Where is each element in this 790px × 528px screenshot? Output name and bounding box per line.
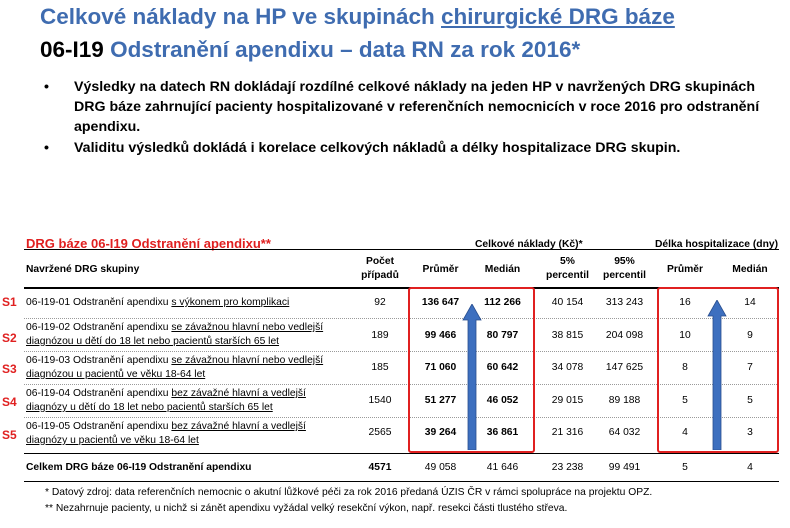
row-5-p5: 21 316 bbox=[551, 427, 584, 438]
header-los-group: Délka hospitalizace (dny) bbox=[655, 239, 779, 250]
row-3-count: 185 bbox=[371, 362, 389, 373]
row-5-desc-plain: 06-I19-05 Odstranění apendixu bbox=[26, 421, 172, 432]
row-label-s4: S4 bbox=[2, 395, 17, 409]
table-heading: DRG báze 06-I19 Odstranění apendixu** bbox=[26, 236, 271, 251]
row-4-p95: 89 188 bbox=[608, 395, 641, 406]
header-count-2: případů bbox=[361, 270, 399, 281]
bullet-text: Výsledky na datech RN dokládají rozdílné celkové náklady na jeden HP v navržených DRG skupinách DRG báze zahrnující pacienty hospitalizované v referenčních nemocnicích v roce 2016 pro odstranění apendixu. bbox=[74, 79, 760, 135]
row-2-median: 80 797 bbox=[486, 330, 519, 341]
row-5-desc-ul: bez závažné hlavní a vedlejší bbox=[171, 421, 306, 432]
row-5-desc-1 bbox=[26, 421, 306, 432]
row-label-s2: S2 bbox=[2, 331, 17, 345]
row-2-p95: 204 098 bbox=[605, 330, 644, 341]
row-3-desc-ul: se závažnou hlavní nebo vedlejší bbox=[171, 355, 324, 366]
row-3-desc-2: diagnózou u pacientů ve věku 18-64 let bbox=[26, 369, 206, 380]
row-4-desc-ul: bez závažné hlavní a vedlejší bbox=[171, 388, 306, 399]
header-groups: Navržené DRG skupiny bbox=[26, 264, 140, 275]
row-1-los-mean: 16 bbox=[679, 297, 691, 308]
row-4-desc-plain: 06-I19-04 Odstranění apendixu bbox=[26, 388, 172, 399]
row-1-desc-plain: 06-I19-01 Odstranění apendixu bbox=[26, 297, 172, 308]
row-label-s3: S3 bbox=[2, 362, 17, 376]
bullet-text: Validitu výsledků dokládá i korelace celkových nákladů a délky hospitalizace DRG skupin. bbox=[74, 140, 681, 156]
row-label-s1: S1 bbox=[2, 295, 17, 309]
header-count-1: Počet bbox=[365, 256, 395, 267]
row-3-desc-plain: 06-I19-03 Odstranění apendixu bbox=[26, 355, 172, 366]
row-2-desc-1 bbox=[26, 322, 323, 333]
total-p5: 23 238 bbox=[551, 462, 584, 473]
costs-up-arrow-icon bbox=[462, 304, 482, 450]
row-2-desc-plain: 06-I19-02 Odstranění apendixu bbox=[26, 322, 172, 333]
total-count: 4571 bbox=[368, 462, 392, 473]
bullet-dot-icon: • bbox=[44, 140, 49, 156]
header-p95-1: 95% bbox=[614, 256, 635, 267]
title-prefix: Celkové náklady na HP ve skupinách bbox=[40, 4, 442, 29]
row-5-median: 36 861 bbox=[486, 427, 519, 438]
row-1-p5: 40 154 bbox=[551, 297, 584, 308]
row-1-los-median: 14 bbox=[744, 297, 756, 308]
header-los-median: Medián bbox=[732, 264, 768, 275]
row-1-count: 92 bbox=[374, 297, 386, 308]
row-3-desc-1 bbox=[26, 355, 323, 366]
row-4-desc-2: diagnózy u dětí do 18 let nebo pacientů starších 65 let bbox=[26, 402, 273, 413]
row-2-los-mean: 10 bbox=[679, 330, 691, 341]
row-5-count: 2565 bbox=[368, 427, 392, 438]
title-code: 06-I19 bbox=[40, 37, 111, 62]
row-5-desc-2: diagnózy u pacientů ve věku 18-64 let bbox=[26, 435, 199, 446]
header-costs-group: Celkové náklady (Kč)* bbox=[475, 239, 583, 250]
row-label-s5: S5 bbox=[2, 428, 17, 442]
row-1-desc-ul: s výkonem pro komplikaci bbox=[171, 297, 290, 308]
row-4-p5: 29 015 bbox=[551, 395, 584, 406]
header-mean: Průměr bbox=[422, 264, 459, 275]
row-2-desc-2: diagnózou u dětí do 18 let nebo pacientů starších 65 let bbox=[26, 336, 280, 347]
footnote-source: * Datový zdroj: data referenčních nemocnic o akutní lůžkové péči za rok 2016 předaná ÚZIS ČR v rámci spolupráce na projektu OPZ. bbox=[45, 487, 653, 498]
row-2-desc-ul: se závažnou hlavní nebo vedlejší bbox=[171, 322, 324, 333]
header-median: Medián bbox=[484, 264, 521, 275]
row-3-los-median: 7 bbox=[747, 362, 753, 373]
header-los-mean: Průměr bbox=[666, 264, 704, 275]
row-3-p5: 34 078 bbox=[551, 362, 584, 373]
row-5-los-median: 3 bbox=[747, 427, 753, 438]
header-rule-top bbox=[24, 249, 779, 250]
total-rule-bottom bbox=[24, 481, 779, 482]
total-p95: 99 491 bbox=[608, 462, 641, 473]
total-los-mean: 5 bbox=[682, 462, 688, 473]
row-3-p95: 147 625 bbox=[605, 362, 644, 373]
row-4-desc-1 bbox=[26, 388, 306, 399]
row-1-median: 112 266 bbox=[484, 297, 521, 308]
total-mean: 49 058 bbox=[424, 462, 457, 473]
row-2-p5: 38 815 bbox=[551, 330, 584, 341]
row-5-los-mean: 4 bbox=[682, 427, 688, 438]
row-4-los-mean: 5 bbox=[682, 395, 688, 406]
row-1-mean: 136 647 bbox=[421, 297, 460, 308]
row-5-mean: 39 264 bbox=[424, 427, 457, 438]
row-2-los-median: 9 bbox=[747, 330, 753, 341]
total-median: 41 646 bbox=[486, 462, 519, 473]
row-4-los-median: 5 bbox=[747, 395, 753, 406]
header-p5-2: percentil bbox=[546, 270, 589, 281]
row-2-count: 189 bbox=[371, 330, 389, 341]
total-label: Celkem DRG báze 06-I19 Odstranění apendixu bbox=[26, 462, 252, 473]
footnote-exclusion: ** Nezahrnuje pacienty, u nichž si zánět apendixu vyžádal velký resekční výkon, např. resekci části tlustého střeva. bbox=[45, 503, 568, 514]
header-p95-2: percentil bbox=[603, 270, 646, 281]
total-rule-top bbox=[24, 453, 779, 454]
title-underlined: chirurgické DRG báze bbox=[441, 4, 675, 29]
header-p5-1: 5% bbox=[560, 256, 575, 267]
row-1-p95: 313 243 bbox=[605, 297, 644, 308]
row-4-mean: 51 277 bbox=[424, 395, 457, 406]
total-los-median: 4 bbox=[747, 462, 753, 473]
bullet-dot-icon: • bbox=[44, 79, 49, 95]
row-2-mean: 99 466 bbox=[424, 330, 457, 341]
row-5-p95: 64 032 bbox=[608, 427, 641, 438]
row-4-median: 46 052 bbox=[486, 395, 519, 406]
title-name: Odstranění apendixu – data RN za rok 2016* bbox=[110, 37, 581, 62]
row-3-median: 60 642 bbox=[486, 362, 519, 373]
row-3-mean: 71 060 bbox=[424, 362, 457, 373]
row-1-desc bbox=[26, 297, 289, 308]
row-3-los-mean: 8 bbox=[682, 362, 688, 373]
row-4-count: 1540 bbox=[368, 395, 392, 406]
los-up-arrow-icon bbox=[707, 300, 727, 450]
